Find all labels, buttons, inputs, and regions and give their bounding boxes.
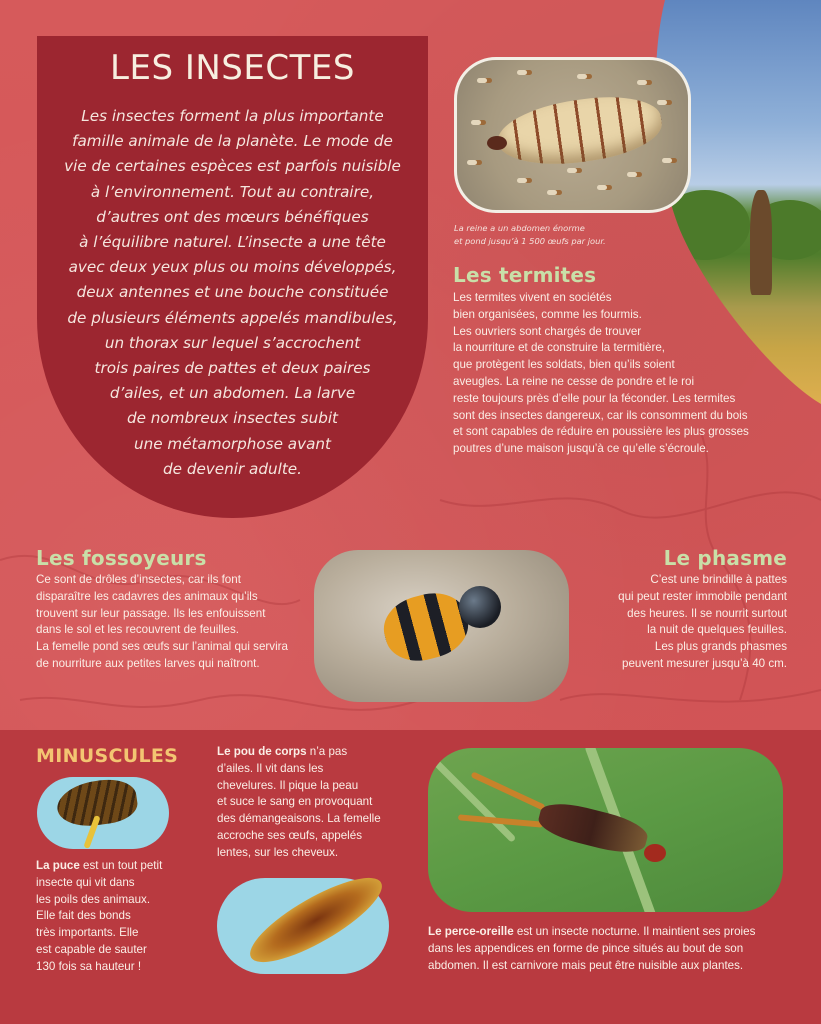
phasme-heading: Le phasme [663,546,787,570]
page-title: LES INSECTES [110,48,355,88]
burying-beetle-photo [314,550,569,702]
body-louse-photo [217,878,389,974]
intro-line: de devenir adulte. [163,459,302,478]
intro-line: un thorax sur lequel s’accrochent [104,333,361,352]
intro-line: vie de certaines espèces est parfois nuisible [64,157,401,176]
earwig-illustration [535,797,650,859]
intro-line: d’ailes, et un abdomen. La larve [109,384,356,403]
intro-line: à l’équilibre naturel. L’insecte a une tête [79,233,386,252]
intro-line: famille animale de la planète. Le mode de [72,132,393,151]
termite-queen-illustration [493,89,665,173]
termites-text: Les termites vivent en sociétés bien organisées, comme les fourmis. Les ouvriers sont chargés de trouver la nourriture et de construire la termitière, que protègent les soldats, bien qu’ils soient aveugles. La reine ne cesse de pondre et le roi reste toujours près d’elle pour la féconder. Les termites sont des insectes dangereux, car ils consomment du bois et sont capables de réduire en poussière les plus grosses poutres d’une maison jusqu’à ce qu’elle s’écroule. [453,291,749,456]
intro-line: Les insectes forment la plus importante [81,107,384,125]
louse-illustration [240,863,392,976]
minuscules-heading: MINUSCULES [36,745,179,767]
intro-line: d’autres ont des mœurs bénéfiques [96,207,369,226]
intro-line: deux antennes et une bouche constituée [76,283,389,302]
intro-line: de plusieurs éléments appelés mandibules, [67,308,398,327]
pou-text: Le pou de corps n’a pas d’ailes. Il vit dans les chevelures. Il pique la peau et suce le sang en provoquant des démangeaisons. La femelle accroche ses œufs, appelés lentes, sur les cheveux. [217,745,381,859]
perce-oreille-text: Le perce-oreille est un insecte nocturne. Il maintient ses proies dans les appendices en forme de pince situés au bout de son abdomen. Il est carnivore mais peut être nuisible aux plantes. [428,925,756,972]
puce-text: La puce est un tout petit insecte qui vit dans les poils des animaux. Elle fait des bonds très importants. Elle est capable de sauter 130 fois sa hauteur ! [36,859,163,973]
flea-photo [37,777,169,849]
fossoyeurs-text: Ce sont de drôles d’insectes, car ils font disparaître les cadavres des animaux qu’ils trouvent sur leur passage. Ils les enfouissent dans le sol et les recouvrent de feuilles. La femelle pond ses œufs sur l’animal qui servira de nourriture aux petites larves qui naîtront. [36,573,288,670]
earwig-photo [428,748,783,912]
intro-line: une métamorphose avant [134,434,331,453]
intro-line: trois paires de pattes et deux paires [94,359,371,378]
intro-line: de nombreux insectes subit [126,409,339,428]
intro-panel [37,36,428,518]
intro-paragraph [37,104,428,482]
intro-line: avec deux yeux plus ou moins développés, [68,258,397,277]
intro-line: à l’environnement. Tout au contraire, [90,182,375,201]
termite-queen-photo [454,57,691,213]
phasme-text: C’est une brindille à pattes qui peut rester immobile pendant des heures. Il se nourrit surtout la nuit de quelques feuilles. Les plus grands phasmes peuvent mesurer jusqu’à 40 cm. [618,573,787,670]
fossoyeurs-heading: Les fossoyeurs [36,546,207,570]
termites-heading: Les termites [453,263,597,287]
termite-photo-caption: La reine a un abdomen énorme et pond jusqu’à 1 500 œufs par jour. [454,223,606,246]
